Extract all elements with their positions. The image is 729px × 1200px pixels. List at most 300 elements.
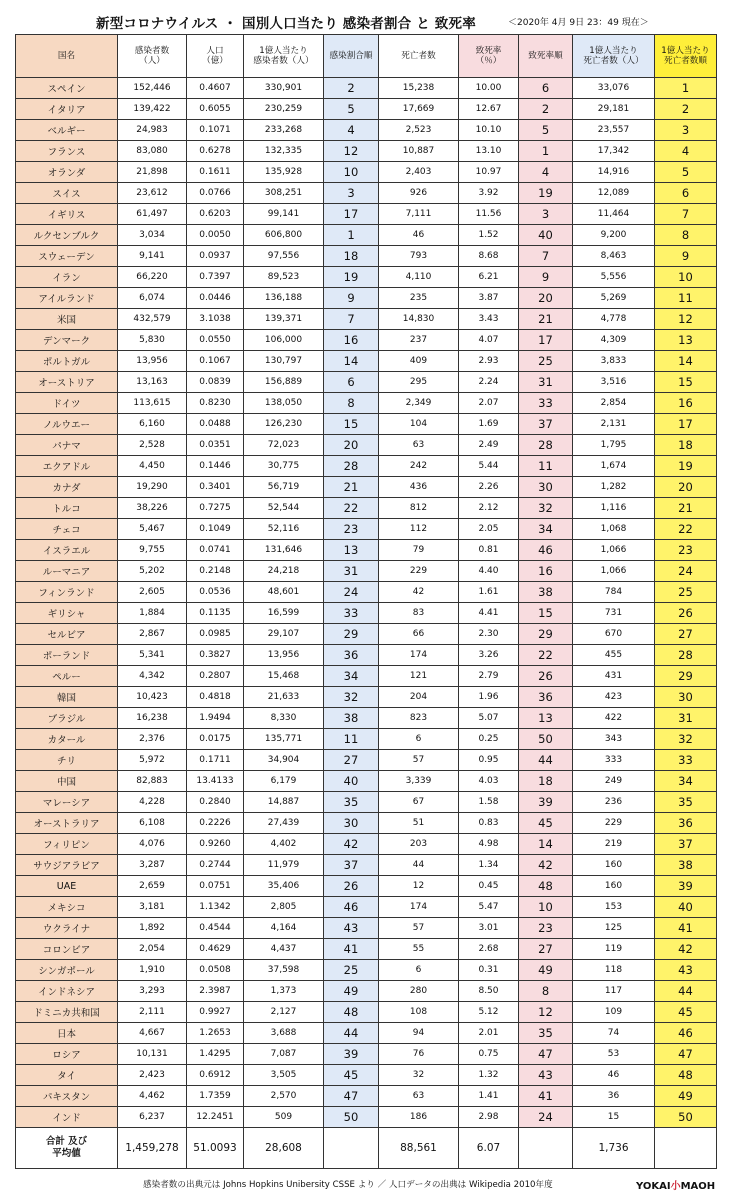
- cell-death-rank: 12: [655, 309, 717, 330]
- cell-case-rank: 28: [324, 456, 379, 477]
- cell-fatality: 0.95: [459, 750, 519, 771]
- cell-cases-per-100m: 131,646: [244, 540, 324, 561]
- cell-population: 0.9927: [187, 1002, 244, 1023]
- cell-deaths: 57: [379, 750, 459, 771]
- cell-case-rank: 15: [324, 414, 379, 435]
- cell-country: ロシア: [16, 1044, 118, 1065]
- cell-cases: 6,237: [118, 1107, 187, 1128]
- cell-case-rank: 8: [324, 393, 379, 414]
- table-row: [16, 183, 717, 204]
- cell-fatality: 1.34: [459, 855, 519, 876]
- covid-table: [15, 34, 717, 1169]
- cell-deaths-per-100m: 731: [573, 603, 655, 624]
- table-row: [16, 99, 717, 120]
- cell-cases: 2,111: [118, 1002, 187, 1023]
- cell-deaths-per-100m: 219: [573, 834, 655, 855]
- cell-death-rank: 25: [655, 582, 717, 603]
- cell-cases: 10,131: [118, 1044, 187, 1065]
- cell-deaths: 76: [379, 1044, 459, 1065]
- cell-deaths-per-100m: 119: [573, 939, 655, 960]
- cell-deaths-per-100m: 455: [573, 645, 655, 666]
- cell-population: 0.0839: [187, 372, 244, 393]
- cell-cases-per-100m: 2,127: [244, 1002, 324, 1023]
- cell-population: 13.4133: [187, 771, 244, 792]
- cell-country: ベルギー: [16, 120, 118, 141]
- cell-case-rank: 16: [324, 330, 379, 351]
- cell-deaths: 237: [379, 330, 459, 351]
- cell-fatality-rank: 14: [519, 834, 573, 855]
- cell-cases-per-100m: 72,023: [244, 435, 324, 456]
- cell-case-rank: 17: [324, 204, 379, 225]
- cell-cases-per-100m: 48,601: [244, 582, 324, 603]
- cell-case-rank: 10: [324, 162, 379, 183]
- cell-deaths: 926: [379, 183, 459, 204]
- cell-fatality-rank: 20: [519, 288, 573, 309]
- cell-country: シンガポール: [16, 960, 118, 981]
- cell-deaths-per-100m: 343: [573, 729, 655, 750]
- cell-cases: 2,605: [118, 582, 187, 603]
- header-line: 国名: [57, 51, 76, 61]
- cell-deaths-per-100m: 153: [573, 897, 655, 918]
- cell-cases: 2,528: [118, 435, 187, 456]
- cell-population: 1.2653: [187, 1023, 244, 1044]
- cell-population: 3.1038: [187, 309, 244, 330]
- table-row: [16, 498, 717, 519]
- cell-cases-per-100m: 6,179: [244, 771, 324, 792]
- table-row: [16, 351, 717, 372]
- cell-deaths: 63: [379, 1086, 459, 1107]
- cell-deaths: 121: [379, 666, 459, 687]
- cell-cases: 2,423: [118, 1065, 187, 1086]
- table-row: [16, 792, 717, 813]
- cell-fatality: 4.03: [459, 771, 519, 792]
- cell-fatality: 0.81: [459, 540, 519, 561]
- cell-deaths: 2,403: [379, 162, 459, 183]
- cell-cases-per-100m: 52,116: [244, 519, 324, 540]
- cell-country: スイス: [16, 183, 118, 204]
- cell-case-rank: 20: [324, 435, 379, 456]
- cell-population: 0.6278: [187, 141, 244, 162]
- cell-fatality-rank: 2: [519, 99, 573, 120]
- cell-population: 0.0050: [187, 225, 244, 246]
- cell-fatality: 2.24: [459, 372, 519, 393]
- cell-case-rank: 35: [324, 792, 379, 813]
- cell-fatality-rank: 6: [519, 78, 573, 99]
- cell-population: 0.2148: [187, 561, 244, 582]
- cell-country: コロンビア: [16, 939, 118, 960]
- cell-fatality-rank: 30: [519, 477, 573, 498]
- table-row: [16, 960, 717, 981]
- cell-fatality: 3.26: [459, 645, 519, 666]
- cell-cases-per-100m: 99,141: [244, 204, 324, 225]
- cell-fatality: 2.12: [459, 498, 519, 519]
- cell-population: 0.0937: [187, 246, 244, 267]
- cell-death-rank: 48: [655, 1065, 717, 1086]
- table-row: [16, 141, 717, 162]
- cell-death-rank: 46: [655, 1023, 717, 1044]
- cell-country: マレーシア: [16, 792, 118, 813]
- cell-deaths-per-100m: 1,674: [573, 456, 655, 477]
- cell-fatality-rank: 32: [519, 498, 573, 519]
- cell-deaths-per-100m: 125: [573, 918, 655, 939]
- cell-fatality: 1.41: [459, 1086, 519, 1107]
- cell-country: 日本: [16, 1023, 118, 1044]
- table-row: [16, 414, 717, 435]
- cell-deaths-per-100m: 5,556: [573, 267, 655, 288]
- cell-case-rank: 18: [324, 246, 379, 267]
- cell-death-rank: 14: [655, 351, 717, 372]
- cell-deaths-per-100m: 36: [573, 1086, 655, 1107]
- cell-fatality-rank: 5: [519, 120, 573, 141]
- table-row: [16, 708, 717, 729]
- cell-population: 0.0508: [187, 960, 244, 981]
- cell-cases: 3,034: [118, 225, 187, 246]
- table-row: [16, 1065, 717, 1086]
- cell-death-rank: 44: [655, 981, 717, 1002]
- cell-case-rank: 39: [324, 1044, 379, 1065]
- cell-cases: 9,141: [118, 246, 187, 267]
- cell-cases-per-100m: 97,556: [244, 246, 324, 267]
- cell-cases-per-100m: 13,956: [244, 645, 324, 666]
- cell-country: スペイン: [16, 78, 118, 99]
- cell-deaths-per-100m: 4,778: [573, 309, 655, 330]
- cell-case-rank: 22: [324, 498, 379, 519]
- cell-deaths: 823: [379, 708, 459, 729]
- cell-population: 0.1049: [187, 519, 244, 540]
- cell-country: ドイツ: [16, 393, 118, 414]
- cell-country: タイ: [16, 1065, 118, 1086]
- cell-deaths-per-100m: 423: [573, 687, 655, 708]
- cell-fatality-rank: 15: [519, 603, 573, 624]
- cell-country: チリ: [16, 750, 118, 771]
- cell-fatality: 1.69: [459, 414, 519, 435]
- cell-deaths: 235: [379, 288, 459, 309]
- cell-fatality: 4.41: [459, 603, 519, 624]
- cell-deaths-per-100m: 118: [573, 960, 655, 981]
- cell-cases-per-100m: 14,887: [244, 792, 324, 813]
- cell-population: 0.2226: [187, 813, 244, 834]
- cell-death-rank: 38: [655, 855, 717, 876]
- cell-deaths: 295: [379, 372, 459, 393]
- cell-deaths: 104: [379, 414, 459, 435]
- cell-fatality-rank: 39: [519, 792, 573, 813]
- cell-fatality: 2.98: [459, 1107, 519, 1128]
- cell-population: 0.0446: [187, 288, 244, 309]
- cell-deaths-per-100m: 33,076: [573, 78, 655, 99]
- cell-fatality-rank: 24: [519, 1107, 573, 1128]
- table-row: [16, 855, 717, 876]
- cell-death-rank: 16: [655, 393, 717, 414]
- cell-population: 0.3401: [187, 477, 244, 498]
- cell-deaths: 14,830: [379, 309, 459, 330]
- totals-deaths-per-100m: 1,736: [573, 1128, 655, 1169]
- cell-cases-per-100m: 7,087: [244, 1044, 324, 1065]
- table-row: [16, 78, 717, 99]
- cell-population: 0.1071: [187, 120, 244, 141]
- cell-case-rank: 48: [324, 1002, 379, 1023]
- cell-fatality-rank: 47: [519, 1044, 573, 1065]
- cell-cases-per-100m: 4,437: [244, 939, 324, 960]
- cell-fatality: 4.07: [459, 330, 519, 351]
- cell-death-rank: 33: [655, 750, 717, 771]
- cell-fatality: 2.07: [459, 393, 519, 414]
- cell-fatality: 1.96: [459, 687, 519, 708]
- cell-case-rank: 24: [324, 582, 379, 603]
- table-row: [16, 981, 717, 1002]
- cell-deaths: 174: [379, 645, 459, 666]
- cell-death-rank: 40: [655, 897, 717, 918]
- cell-cases-per-100m: 135,771: [244, 729, 324, 750]
- cell-deaths-per-100m: 8,463: [573, 246, 655, 267]
- cell-population: 0.0766: [187, 183, 244, 204]
- header-line: 感染者数: [134, 46, 170, 56]
- cell-fatality: 11.56: [459, 204, 519, 225]
- cell-fatality-rank: 44: [519, 750, 573, 771]
- cell-fatality-rank: 31: [519, 372, 573, 393]
- cell-death-rank: 28: [655, 645, 717, 666]
- cell-population: 0.1067: [187, 351, 244, 372]
- cell-cases-per-100m: 106,000: [244, 330, 324, 351]
- header-death-rank: [655, 35, 717, 78]
- cell-death-rank: 47: [655, 1044, 717, 1065]
- cell-death-rank: 35: [655, 792, 717, 813]
- cell-cases-per-100m: 230,259: [244, 99, 324, 120]
- header-deaths: [379, 35, 459, 78]
- cell-cases: 432,579: [118, 309, 187, 330]
- cell-cases: 24,983: [118, 120, 187, 141]
- cell-death-rank: 42: [655, 939, 717, 960]
- cell-deaths: 32: [379, 1065, 459, 1086]
- cell-population: 0.4818: [187, 687, 244, 708]
- cell-death-rank: 43: [655, 960, 717, 981]
- cell-cases-per-100m: 3,505: [244, 1065, 324, 1086]
- cell-deaths-per-100m: 784: [573, 582, 655, 603]
- cell-cases: 6,108: [118, 813, 187, 834]
- cell-cases: 13,956: [118, 351, 187, 372]
- header-line: 感染割合順: [329, 51, 373, 61]
- cell-fatality: 2.05: [459, 519, 519, 540]
- header-line: 人口: [206, 46, 224, 56]
- cell-fatality-rank: 1: [519, 141, 573, 162]
- header-cases: [118, 35, 187, 78]
- cell-deaths-per-100m: 9,200: [573, 225, 655, 246]
- cell-cases-per-100m: 136,188: [244, 288, 324, 309]
- header-line: 死亡者数（人）: [583, 56, 644, 66]
- header-line: 1億人当たり: [589, 46, 638, 56]
- cell-country: インドネシア: [16, 981, 118, 1002]
- cell-deaths-per-100m: 23,557: [573, 120, 655, 141]
- header-line: （％）: [475, 56, 502, 66]
- cell-population: 1.7359: [187, 1086, 244, 1107]
- cell-case-rank: 11: [324, 729, 379, 750]
- cell-cases: 4,450: [118, 456, 187, 477]
- cell-cases-per-100m: 15,468: [244, 666, 324, 687]
- table-row: [16, 519, 717, 540]
- cell-fatality: 1.61: [459, 582, 519, 603]
- cell-cases-per-100m: 130,797: [244, 351, 324, 372]
- cell-deaths: 229: [379, 561, 459, 582]
- cell-deaths: 6: [379, 729, 459, 750]
- cell-deaths: 51: [379, 813, 459, 834]
- cell-fatality: 12.67: [459, 99, 519, 120]
- cell-cases-per-100m: 308,251: [244, 183, 324, 204]
- cell-fatality: 5.47: [459, 897, 519, 918]
- cell-population: 0.7397: [187, 267, 244, 288]
- cell-population: 0.0741: [187, 540, 244, 561]
- cell-fatality: 0.31: [459, 960, 519, 981]
- table-row: [16, 477, 717, 498]
- cell-cases: 4,462: [118, 1086, 187, 1107]
- table-row: [16, 393, 717, 414]
- cell-deaths-per-100m: 236: [573, 792, 655, 813]
- cell-cases-per-100m: 330,901: [244, 78, 324, 99]
- totals-deaths: 88,561: [379, 1128, 459, 1169]
- cell-cases-per-100m: 8,330: [244, 708, 324, 729]
- cell-death-rank: 10: [655, 267, 717, 288]
- cell-cases-per-100m: 4,164: [244, 918, 324, 939]
- cell-country: 米国: [16, 309, 118, 330]
- cell-cases-per-100m: 509: [244, 1107, 324, 1128]
- cell-case-rank: 43: [324, 918, 379, 939]
- cell-cases-per-100m: 126,230: [244, 414, 324, 435]
- cell-case-rank: 42: [324, 834, 379, 855]
- cell-cases-per-100m: 11,979: [244, 855, 324, 876]
- cell-fatality-rank: 16: [519, 561, 573, 582]
- cell-country: インド: [16, 1107, 118, 1128]
- cell-case-rank: 31: [324, 561, 379, 582]
- cell-cases-per-100m: 156,889: [244, 372, 324, 393]
- cell-cases: 3,287: [118, 855, 187, 876]
- header-row: [16, 35, 717, 78]
- cell-deaths: 108: [379, 1002, 459, 1023]
- header-fatality: [459, 35, 519, 78]
- cell-case-rank: 29: [324, 624, 379, 645]
- cell-death-rank: 49: [655, 1086, 717, 1107]
- cell-fatality-rank: 28: [519, 435, 573, 456]
- cell-population: 12.2451: [187, 1107, 244, 1128]
- cell-fatality: 10.97: [459, 162, 519, 183]
- cell-country: イギリス: [16, 204, 118, 225]
- cell-death-rank: 7: [655, 204, 717, 225]
- cell-case-rank: 32: [324, 687, 379, 708]
- cell-cases: 61,497: [118, 204, 187, 225]
- cell-cases: 152,446: [118, 78, 187, 99]
- cell-deaths-per-100m: 1,066: [573, 561, 655, 582]
- cell-death-rank: 30: [655, 687, 717, 708]
- cell-cases-per-100m: 56,719: [244, 477, 324, 498]
- cell-population: 2.3987: [187, 981, 244, 1002]
- cell-death-rank: 4: [655, 141, 717, 162]
- cell-fatality: 0.25: [459, 729, 519, 750]
- cell-death-rank: 1: [655, 78, 717, 99]
- cell-deaths-per-100m: 333: [573, 750, 655, 771]
- cell-fatality-rank: 50: [519, 729, 573, 750]
- cell-deaths-per-100m: 2,131: [573, 414, 655, 435]
- cell-fatality-rank: 11: [519, 456, 573, 477]
- table-row: [16, 561, 717, 582]
- header-line: 死亡者数順: [664, 56, 707, 66]
- cell-case-rank: 37: [324, 855, 379, 876]
- cell-country: パキスタン: [16, 1086, 118, 1107]
- cell-cases-per-100m: 3,688: [244, 1023, 324, 1044]
- header-line: 死亡者数: [401, 51, 436, 61]
- cell-population: 0.6203: [187, 204, 244, 225]
- cell-country: イラン: [16, 267, 118, 288]
- table-row: [16, 876, 717, 897]
- cell-deaths: 63: [379, 435, 459, 456]
- cell-population: 0.2807: [187, 666, 244, 687]
- cell-country: サウジアラビア: [16, 855, 118, 876]
- cell-deaths: 112: [379, 519, 459, 540]
- cell-cases: 1,910: [118, 960, 187, 981]
- cell-country: ギリシャ: [16, 603, 118, 624]
- cell-fatality: 8.50: [459, 981, 519, 1002]
- cell-population: 0.0488: [187, 414, 244, 435]
- cell-death-rank: 31: [655, 708, 717, 729]
- cell-fatality: 3.43: [459, 309, 519, 330]
- cell-fatality-rank: 12: [519, 1002, 573, 1023]
- cell-fatality: 4.40: [459, 561, 519, 582]
- cell-cases-per-100m: 233,268: [244, 120, 324, 141]
- table-row: [16, 246, 717, 267]
- table-row: [16, 939, 717, 960]
- cell-case-rank: 45: [324, 1065, 379, 1086]
- cell-population: 0.0751: [187, 876, 244, 897]
- cell-case-rank: 2: [324, 78, 379, 99]
- cell-fatality-rank: 40: [519, 225, 573, 246]
- table-row: [16, 330, 717, 351]
- cell-fatality-rank: 13: [519, 708, 573, 729]
- header-line: （人）: [139, 56, 165, 66]
- cell-cases: 1,892: [118, 918, 187, 939]
- cell-population: 0.1135: [187, 603, 244, 624]
- cell-deaths: 10,887: [379, 141, 459, 162]
- cell-country: ペルー: [16, 666, 118, 687]
- cell-country: ルクセンブルク: [16, 225, 118, 246]
- cell-deaths-per-100m: 5,269: [573, 288, 655, 309]
- cell-fatality-rank: 42: [519, 855, 573, 876]
- table-row: [16, 666, 717, 687]
- cell-deaths-per-100m: 3,516: [573, 372, 655, 393]
- cell-population: 0.9260: [187, 834, 244, 855]
- cell-cases: 9,755: [118, 540, 187, 561]
- cell-fatality-rank: 34: [519, 519, 573, 540]
- cell-death-rank: 2: [655, 99, 717, 120]
- cell-deaths-per-100m: 670: [573, 624, 655, 645]
- cell-fatality-rank: 26: [519, 666, 573, 687]
- cell-deaths: 57: [379, 918, 459, 939]
- cell-population: 0.2744: [187, 855, 244, 876]
- cell-deaths: 2,349: [379, 393, 459, 414]
- cell-deaths-per-100m: 1,068: [573, 519, 655, 540]
- cell-case-rank: 34: [324, 666, 379, 687]
- table-row: [16, 372, 717, 393]
- cell-deaths-per-100m: 109: [573, 1002, 655, 1023]
- cell-fatality: 6.21: [459, 267, 519, 288]
- cell-deaths-per-100m: 1,282: [573, 477, 655, 498]
- cell-country: パナマ: [16, 435, 118, 456]
- cell-population: 1.4295: [187, 1044, 244, 1065]
- cell-deaths: 17,669: [379, 99, 459, 120]
- cell-fatality: 2.79: [459, 666, 519, 687]
- cell-deaths-per-100m: 12,089: [573, 183, 655, 204]
- cell-deaths: 55: [379, 939, 459, 960]
- cell-deaths: 44: [379, 855, 459, 876]
- table-row: [16, 309, 717, 330]
- cell-deaths: 94: [379, 1023, 459, 1044]
- cell-deaths-per-100m: 74: [573, 1023, 655, 1044]
- table-row: [16, 813, 717, 834]
